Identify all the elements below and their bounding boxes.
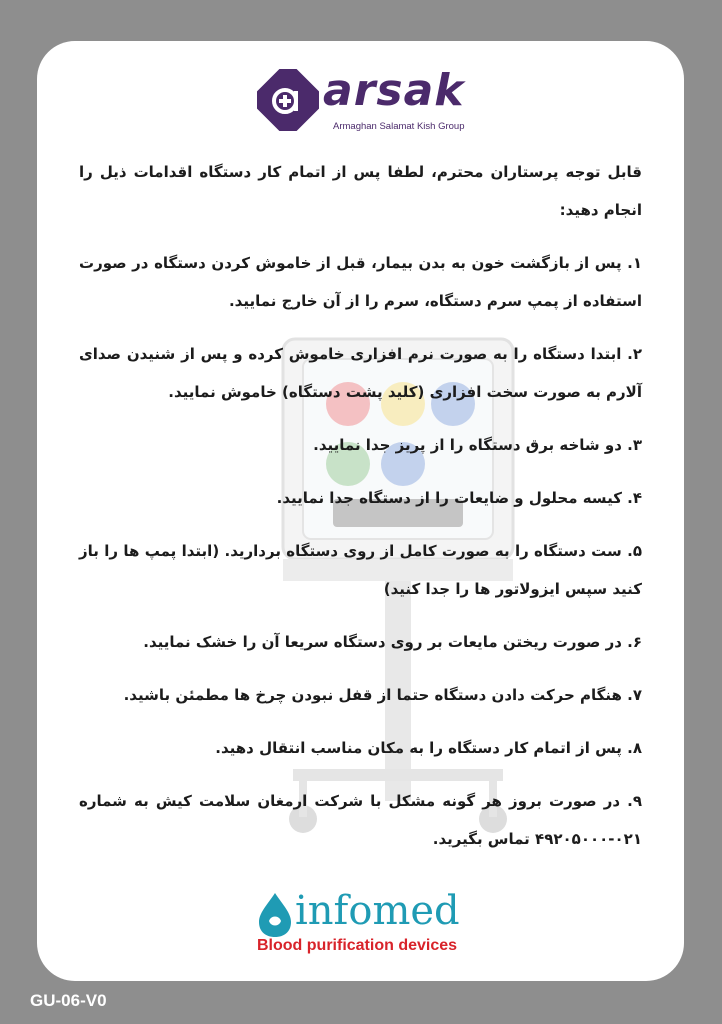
step-3: ۳. دو شاخه برق دستگاه را از پریز جدا نمایید. — [313, 436, 642, 454]
arsak-logo-icon — [257, 69, 319, 131]
document-code: GU-06-V0 — [30, 991, 107, 1010]
instruction-card — [37, 41, 684, 981]
step-8: ۸. پس از اتمام کار دستگاه را به مکان مناسب انتقال دهید. — [215, 739, 642, 757]
intro-paragraph: قابل توجه پرستاران محترم، لطفا پس از اتمام کار دستگاه اقدامات ذیل را انجام دهید: — [79, 163, 642, 219]
arsak-logo-subtitle: Armaghan Salamat Kish Group — [333, 121, 465, 132]
step-2: ۲. ابتدا دستگاه را به صورت نرم افزاری خاموش کرده و پس از شنیدن صدای آلارم به صورت سخت افزاری (کلید پشت دستگاه) خاموش نمایید. — [79, 345, 642, 401]
instruction-text — [79, 153, 642, 873]
step-6: ۶. در صورت ریختن مایعات بر روی دستگاه سریعا آن را خشک نمایید. — [143, 633, 642, 651]
infomed-wordmark: infomed — [295, 888, 460, 934]
step-1: ۱. پس از بازگشت خون به بدن بیمار، قبل از خاموش کردن دستگاه در صورت استفاده از پمپ سرم دستگاه، سرم را از آن خارج نمایید. — [79, 254, 642, 310]
step-5: ۵. ست دستگاه را به صورت کامل از روی دستگاه بردارید. (ابتدا پمپ ها را باز کنید سپس ایزولاتور ها را جدا کنید) — [79, 542, 642, 598]
infomed-tagline: Blood purification devices — [257, 937, 458, 954]
infomed-logo — [255, 888, 475, 961]
step-4: ۴. کیسه محلول و ضایعات را از دستگاه جدا نمایید. — [276, 489, 642, 507]
infomed-drop-icon — [255, 891, 295, 939]
arsak-logo-wordmark: arsak — [323, 65, 465, 116]
step-9: ۹. در صورت بروز هر گونه مشکل با شرکت ارمغان سلامت کیش به شماره ۰۲۱-۴۹۲۰۵۰۰۰ تماس بگیرید. — [79, 792, 642, 848]
step-7: ۷. هنگام حرکت دادن دستگاه حتما از قفل نبودن چرخ ها مطمئن باشید. — [123, 686, 642, 704]
arsak-logo — [257, 65, 473, 139]
